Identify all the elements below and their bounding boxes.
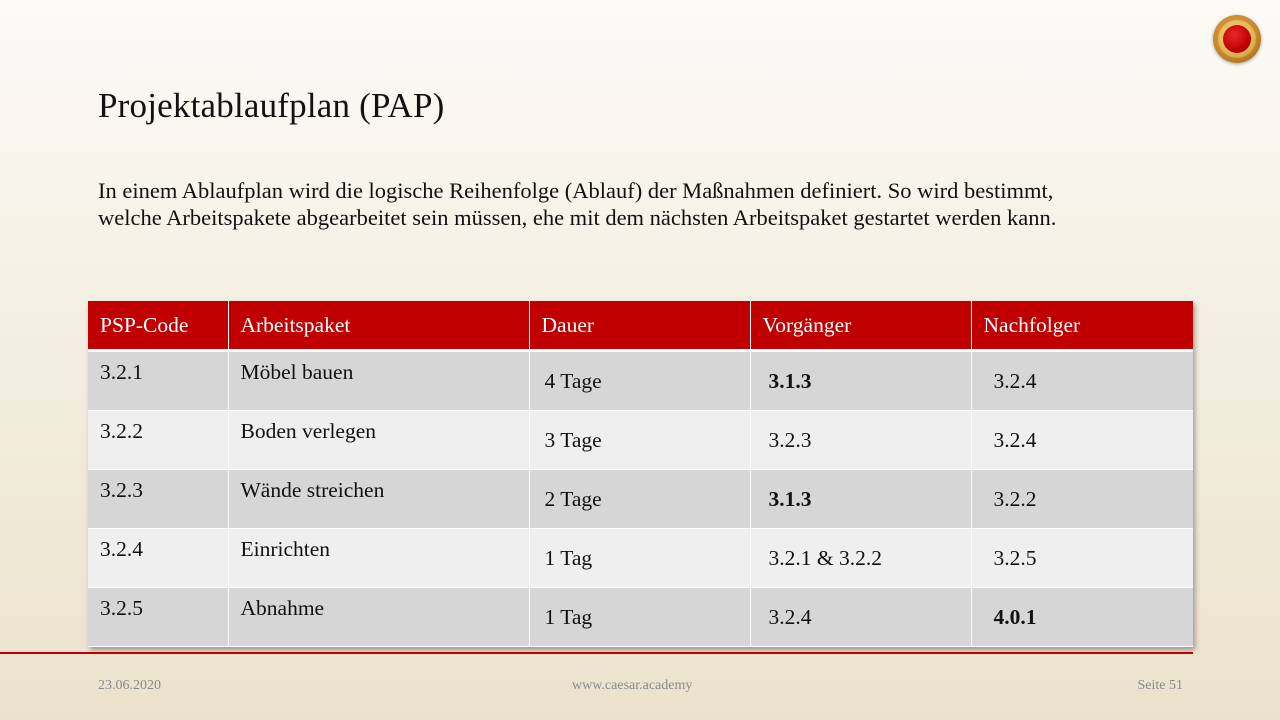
header-vorgaenger: Vorgänger (750, 301, 971, 351)
cell-arbeitspaket: Möbel bauen (228, 351, 529, 411)
cell-vorgaenger: 3.2.1 & 3.2.2 (750, 529, 971, 588)
header-dauer: Dauer (529, 301, 750, 351)
caesar-academy-logo-icon (1213, 15, 1261, 63)
cell-dauer: 3 Tage (529, 411, 750, 470)
cell-dauer: 2 Tage (529, 470, 750, 529)
cell-nachfolger: 3.2.4 (971, 411, 1193, 470)
footer-page-number: Seite 51 (1137, 678, 1183, 693)
intro-text: In einem Ablaufplan wird die logische Reihenfolge (Ablauf) der Maßnahmen definiert. So wird bestimmt, welche Arbeitspakete abgearbeitet sein müssen, ehe mit dem nächsten Arbeitspaket gestartet werden kann. (98, 178, 1057, 230)
table-row (88, 529, 1193, 588)
cell-psp-code: 3.2.5 (88, 588, 228, 647)
cell-vorgaenger: 3.2.4 (750, 588, 971, 647)
logo-core (1223, 25, 1251, 53)
pap-table-container (88, 301, 1193, 647)
cell-psp-code: 3.2.2 (88, 411, 228, 470)
table-row (88, 588, 1193, 647)
cell-nachfolger: 3.2.4 (971, 351, 1193, 411)
footer-date: 23.06.2020 (98, 678, 161, 693)
cell-vorgaenger: 3.2.3 (750, 411, 971, 470)
table-row (88, 470, 1193, 529)
cell-arbeitspaket: Einrichten (228, 529, 529, 588)
cell-nachfolger: 3.2.5 (971, 529, 1193, 588)
pap-table (88, 301, 1193, 647)
cell-dauer: 1 Tag (529, 529, 750, 588)
cell-nachfolger: 3.2.2 (971, 470, 1193, 529)
cell-psp-code: 3.2.4 (88, 529, 228, 588)
cell-arbeitspaket: Boden verlegen (228, 411, 529, 470)
cell-vorgaenger: 3.1.3 (750, 351, 971, 411)
table-row (88, 411, 1193, 470)
slide-title: Projektablaufplan (PAP) (98, 86, 445, 125)
table-header-row (88, 301, 1193, 351)
cell-dauer: 4 Tage (529, 351, 750, 411)
cell-arbeitspaket: Wände streichen (228, 470, 529, 529)
cell-arbeitspaket: Abnahme (228, 588, 529, 647)
cell-vorgaenger: 3.1.3 (750, 470, 971, 529)
footer-divider (0, 652, 1193, 654)
header-arbeitspaket: Arbeitspaket (228, 301, 529, 351)
table-row (88, 351, 1193, 411)
header-nachfolger: Nachfolger (971, 301, 1193, 351)
footer-url: www.caesar.academy (572, 678, 693, 693)
cell-psp-code: 3.2.1 (88, 351, 228, 411)
header-psp-code: PSP-Code (88, 301, 228, 351)
cell-nachfolger: 4.0.1 (971, 588, 1193, 647)
cell-dauer: 1 Tag (529, 588, 750, 647)
cell-psp-code: 3.2.3 (88, 470, 228, 529)
